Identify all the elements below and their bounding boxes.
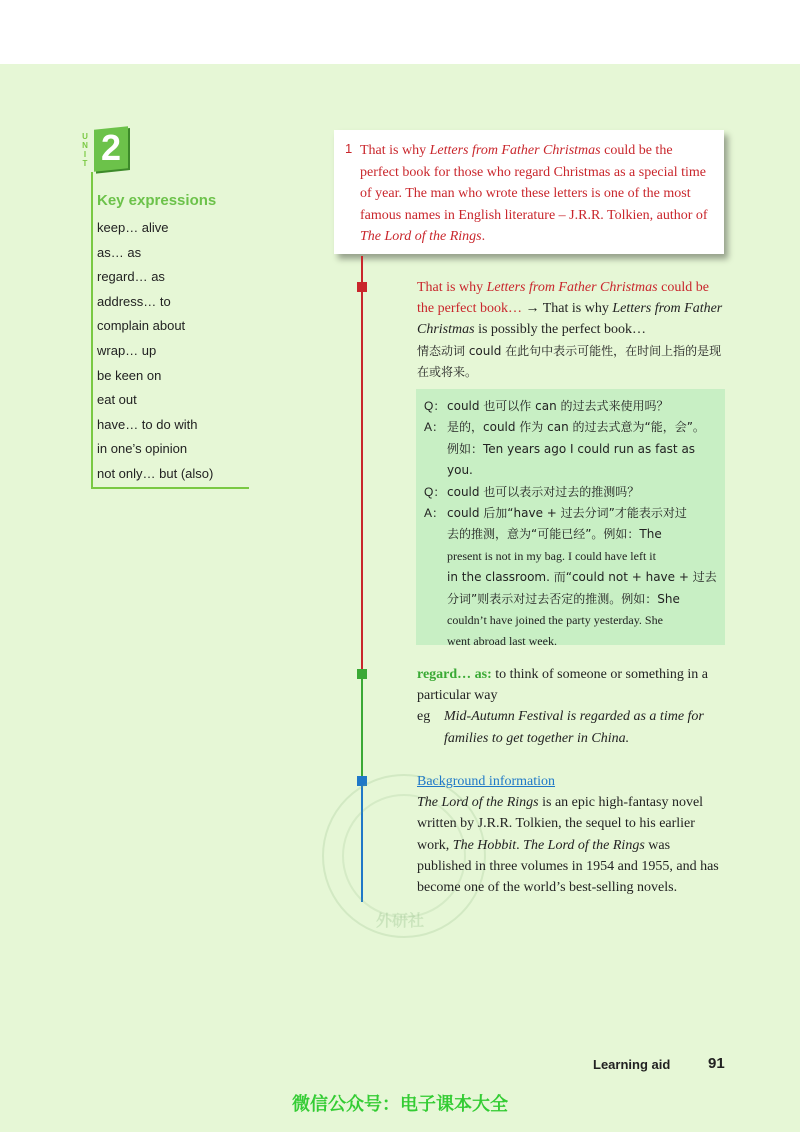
watermark-text: 外研社 xyxy=(375,911,424,930)
quote-number: 1 xyxy=(345,141,353,156)
unit-divider-vertical xyxy=(91,172,93,488)
list-item: in one’s opinion xyxy=(97,441,188,457)
note-chinese-explanation: 情态动词 could 在此句中表示可能性，在时间上指的是现在或将来。 xyxy=(417,343,722,379)
background-info-link[interactable]: Background information xyxy=(417,774,556,789)
timeline-line-red xyxy=(361,256,363,672)
list-item: complain about xyxy=(97,318,186,334)
key-expressions-list xyxy=(97,216,213,487)
note-modal-could: That is why Letters from Father Christmas could be the perfect book… → That is why Letters from Father Christmas is possibly the perfect book… 情态动词 could 在此句中表示可能性，在时间上指的是现在或将来。 xyxy=(417,280,723,379)
page-number: 91 xyxy=(708,1055,725,1072)
list-item: address… to xyxy=(97,293,171,309)
unit-divider-horizontal xyxy=(91,487,249,489)
list-item: keep… alive xyxy=(97,220,169,235)
footer-section-label: Learning aid xyxy=(593,1057,671,1072)
list-item: have… to do with xyxy=(97,416,198,432)
list-item: wrap… up xyxy=(97,342,157,358)
unit-number: 2 xyxy=(100,127,122,168)
qa-content: Q： could 也可以作 can 的过去式来使用吗？ A： 是的，could 作为 can 的过去式意为“能，会”。 例如：Ten years ago I could run as fast as you. Q： could 也可以表示对过去的推测吗？ A： could 后加“have + 过去分词”才能表示对过 去的推测，意为“可能已经”。例如：The present is not in my bag. I could have left it in the classroom. 而“could not + have + 过去 分词”则表示对过去否定的推测。例如：She couldn’t have joined the party yesterday. She went abroad last week. xyxy=(424,399,717,649)
list-item: be keen on xyxy=(97,367,162,383)
list-item: as… as xyxy=(97,244,142,260)
note-marker-green xyxy=(357,669,367,679)
list-item: regard… as xyxy=(97,269,165,285)
key-expressions-title: Key expressions xyxy=(97,192,217,209)
list-item: not only… but (also) xyxy=(97,465,214,481)
quote-text: That is why Letters from Father Christmas could be the perfect book for those who regard Christmas as a special time of year. The man who wrote these letters is one of the most famous names in English literature – J.R.R. Tolkien, author of The Lord of the Rings. xyxy=(360,143,708,245)
note-regard-as: regard… as: to think of someone or something in a particular way eg Mid-Autumn Festival is regarded as a time for families to get together in China. xyxy=(417,667,708,746)
timeline-line-green xyxy=(361,672,363,778)
note-marker-red xyxy=(357,282,367,292)
unit-label: U N I T xyxy=(82,132,88,168)
note-background-info: Background information The Lord of the Rings is an epic high-fantasy novel written by J.R.R. Tolkien, the sequel to his earlier work, The Hobbit. The Lord of the Rings was published in three volumes in 1954 and 1955, and has become one of the world’s best-selling novels. xyxy=(417,774,719,896)
wechat-footer: 微信公众号：电子课本大全 xyxy=(292,1094,508,1115)
list-item: eat out xyxy=(97,392,137,408)
